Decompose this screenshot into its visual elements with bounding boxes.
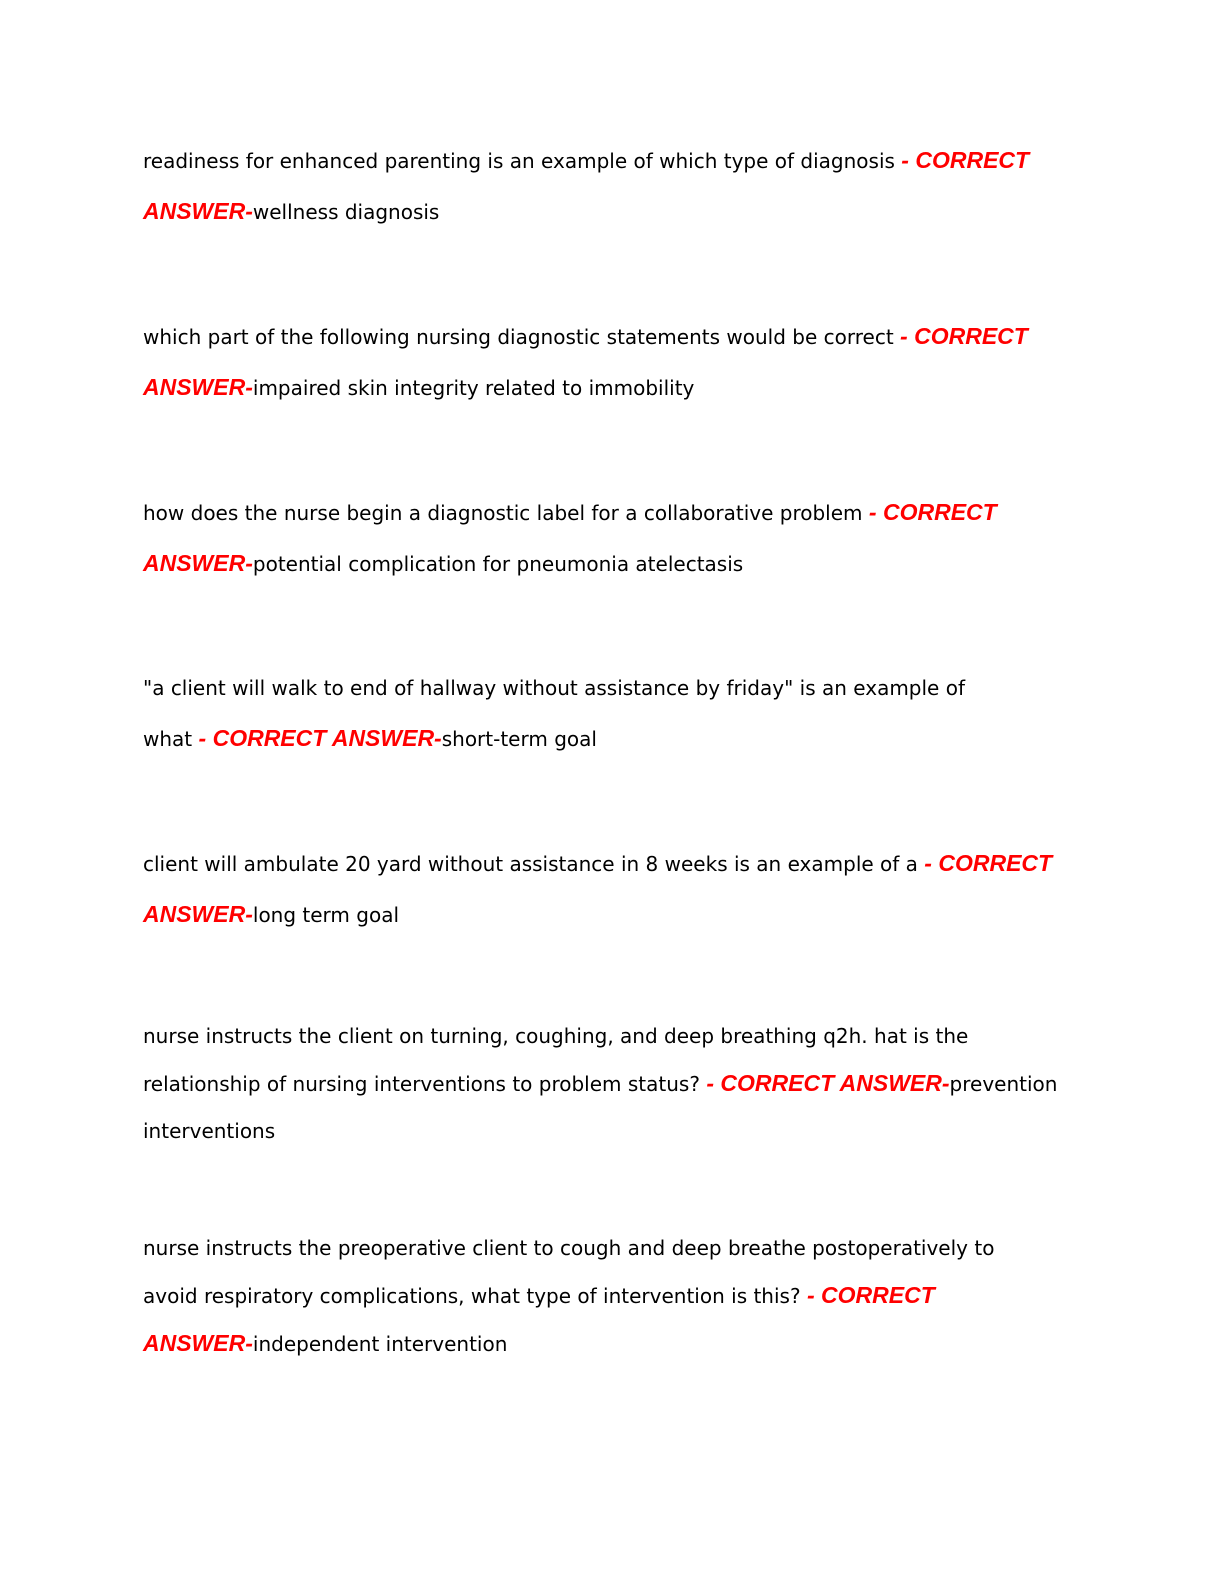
question-text: which part of the following nursing diagnostic statements would be correct	[143, 325, 894, 349]
answer-text: prevention interventions	[143, 1072, 1058, 1143]
qa-item-4	[143, 663, 1013, 764]
qa-item-3	[143, 487, 1013, 589]
correct-answer-label: - CORRECT ANSWER-	[192, 725, 442, 751]
correct-answer-label: - CORRECT ANSWER-	[143, 1282, 935, 1356]
qa-item-5	[143, 838, 1058, 940]
answer-text: short-term goal	[441, 727, 597, 751]
correct-answer-label: - CORRECT ANSWER-	[143, 850, 1053, 927]
correct-answer-label: - CORRECT ANSWER-	[143, 499, 997, 576]
qa-item-1	[143, 135, 1043, 237]
question-text: nurse instructs the client on turning, coughing, and deep breathing q2h. hat is the relationship of nursing interventions to problem status?	[143, 1024, 969, 1096]
qa-item-2	[143, 311, 1043, 413]
answer-text: wellness diagnosis	[252, 200, 440, 224]
answer-text: independent intervention	[252, 1332, 508, 1356]
qa-item-6	[143, 1013, 1058, 1155]
answer-text: potential complication for pneumonia atelectasis	[252, 552, 744, 576]
correct-answer-label: - CORRECT ANSWER-	[143, 147, 1030, 224]
question-text: readiness for enhanced parenting is an example of which type of diagnosis	[143, 149, 895, 173]
answer-text: long term goal	[252, 903, 400, 927]
correct-answer-label: - CORRECT ANSWER-	[699, 1070, 950, 1096]
question-text: client will ambulate 20 yard without assistance in 8 weeks is an example of a	[143, 852, 918, 876]
correct-answer-label: - CORRECT ANSWER-	[143, 323, 1028, 400]
question-text: nurse instructs the preoperative client to cough and deep breathe postoperatively to avoid respiratory complications, what type of intervention is this?	[143, 1236, 995, 1308]
qa-item-7	[143, 1225, 1043, 1368]
answer-text: impaired skin integrity related to immobility	[252, 376, 695, 400]
question-text: how does the nurse begin a diagnostic label for a collaborative problem	[143, 501, 863, 525]
question-text: "a client will walk to end of hallway without assistance by friday" is an example of what	[143, 676, 965, 751]
